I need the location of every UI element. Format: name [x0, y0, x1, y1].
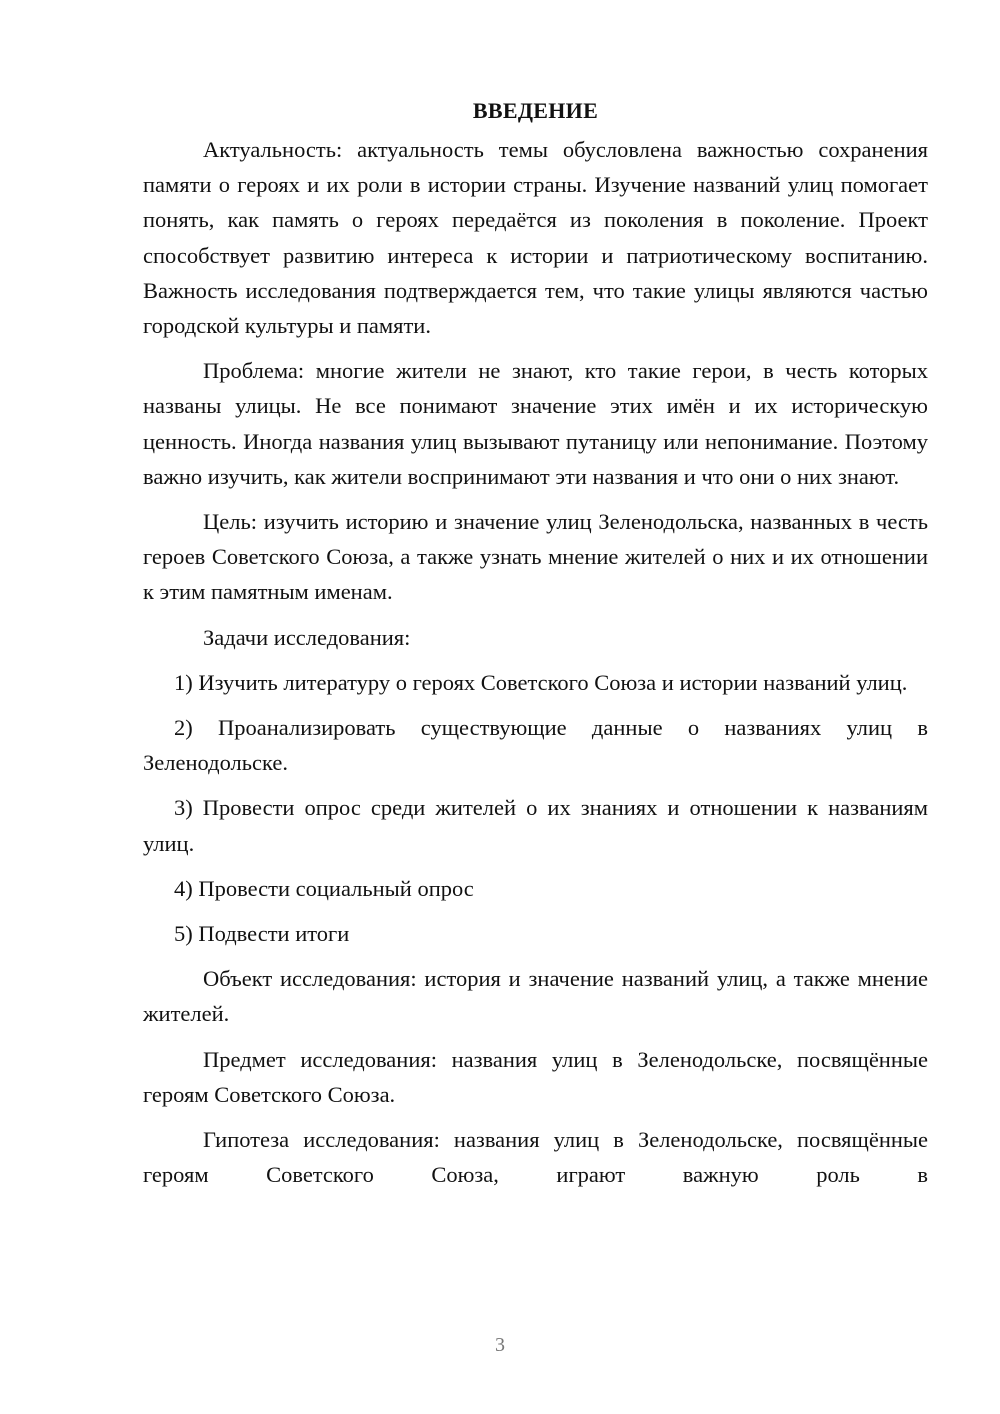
task-item-2: 2) Проанализировать существующие данные о названиях улиц в Зеленодольске. — [143, 715, 928, 776]
problem-paragraph: Проблема: многие жители не знают, кто такие герои, в честь которых названы улицы. Не все понимают значение этих имён и их историческую ценность. Иногда названия улиц вызывают путаницу или непонимание. Поэтому важно изучить, как жители воспринимают эти названия и что они о них знают. — [143, 358, 928, 489]
hypothesis-paragraph: Гипотеза исследования: названия улиц в Зеленодольске, посвящённые героям Советского Союза, играют важную роль в — [143, 1127, 928, 1188]
section-title: ВВЕДЕНИЕ — [472, 98, 599, 123]
relevance-paragraph: Актуальность: актуальность темы обусловлена важностью сохранения памяти о героях и их роли в истории страны. Изучение названий улиц помогает понять, как память о героях передаётся из поколения в поколение. Проект способствует развитию интереса к истории и патриотическому воспитанию. Важность исследования подтверждается тем, что такие улицы являются частью городской культуры и памяти. — [143, 137, 928, 339]
task-item-1: 1) Изучить литературу о героях Советского Союза и истории названий улиц. — [174, 669, 908, 695]
task-item-4: 4) Провести социальный опрос — [174, 875, 474, 901]
document-page — [143, 96, 928, 1202]
object-paragraph: Объект исследования: история и значение названий улиц, а также мнение жителей. — [143, 966, 928, 1027]
task-item-3: 3) Провести опрос среди жителей о их знаниях и отношении к названиям улиц. — [143, 795, 928, 856]
tasks-heading: Задачи исследования: — [203, 624, 411, 650]
page-number: 3 — [495, 1334, 505, 1356]
subject-paragraph: Предмет исследования: названия улиц в Зеленодольске, посвящённые героям Советского Союза. — [143, 1046, 928, 1107]
goal-paragraph: Цель: изучить историю и значение улиц Зеленодольска, названных в честь героев Советского Союза, а также узнать мнение жителей о них и их отношении к этим памятным именам. — [143, 509, 928, 605]
task-item-5: 5) Подвести итоги — [174, 921, 350, 947]
